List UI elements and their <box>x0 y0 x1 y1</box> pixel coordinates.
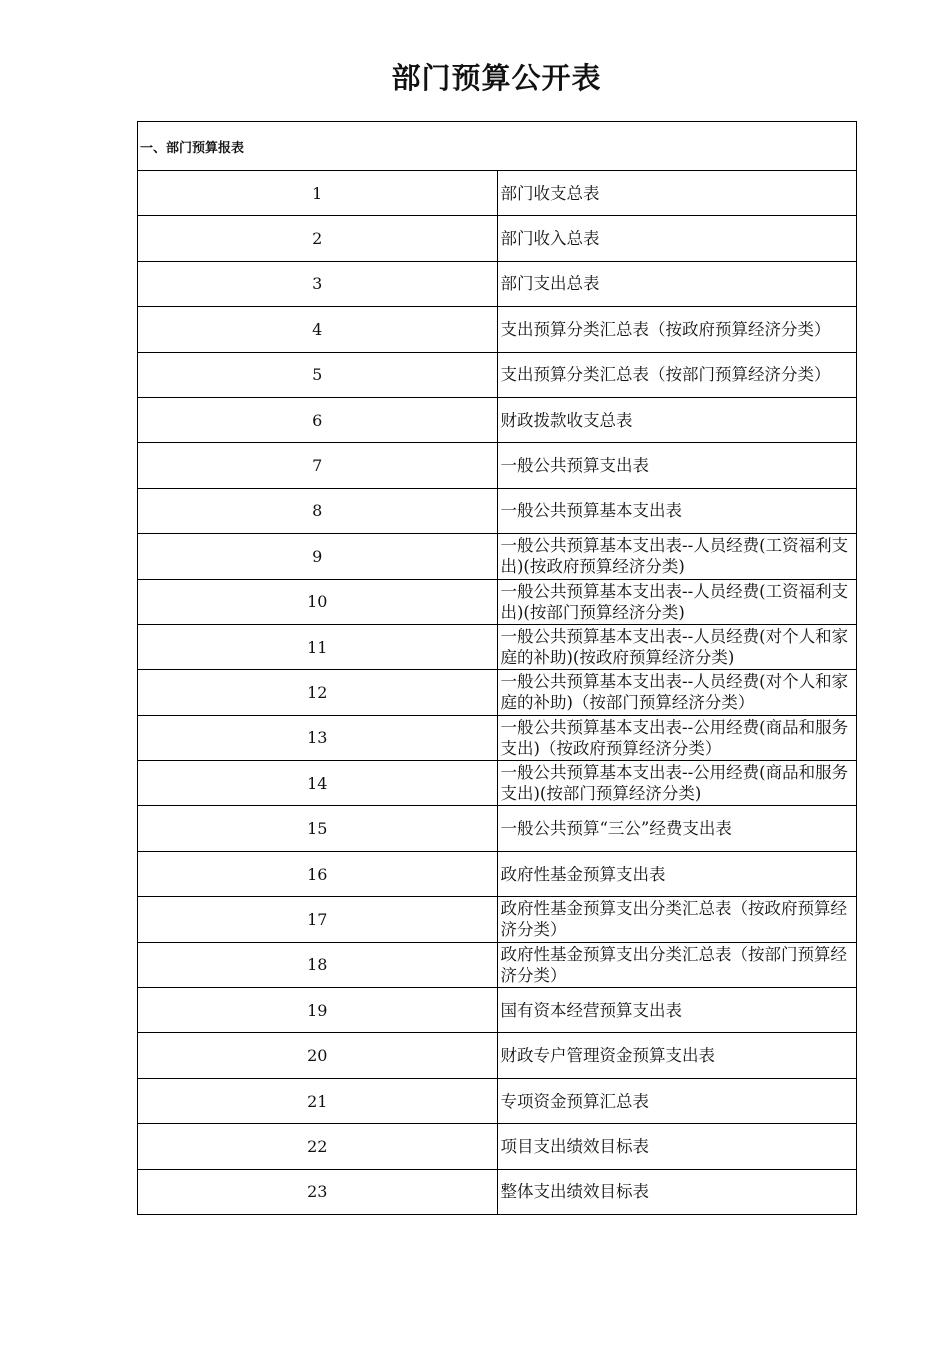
table-name: 部门支出总表 <box>497 261 857 306</box>
table-row <box>138 1078 857 1123</box>
table-row <box>138 988 857 1033</box>
table-row <box>138 579 857 624</box>
section-heading: 一、部门预算报表 <box>138 122 857 171</box>
page-title: 部门预算公开表 <box>391 61 602 95</box>
table-name: 整体支出绩效目标表 <box>497 1169 857 1214</box>
table-row <box>138 1033 857 1078</box>
row-number: 3 <box>138 261 498 306</box>
table-name: 一般公共预算支出表 <box>497 443 857 488</box>
section-row <box>138 122 857 171</box>
table-name: 财政专户管理资金预算支出表 <box>497 1033 857 1078</box>
table-row <box>138 443 857 488</box>
row-number: 14 <box>138 761 498 806</box>
table-name: 支出预算分类汇总表（按部门预算经济分类） <box>497 352 857 397</box>
row-number: 9 <box>138 534 498 579</box>
table-row <box>138 352 857 397</box>
table-name: 部门收入总表 <box>497 216 857 261</box>
budget-table-index <box>137 121 857 1215</box>
row-number: 20 <box>138 1033 498 1078</box>
row-number: 5 <box>138 352 498 397</box>
row-number: 6 <box>138 397 498 442</box>
table-row <box>138 534 857 579</box>
table-name: 专项资金预算汇总表 <box>497 1078 857 1123</box>
table-name: 政府性基金预算支出分类汇总表（按政府预算经济分类） <box>497 897 857 942</box>
table-name: 一般公共预算基本支出表--人员经费(工资福利支出)(按政府预算经济分类) <box>497 534 857 579</box>
table-row <box>138 624 857 669</box>
table-name: 一般公共预算基本支出表--公用经费(商品和服务支出)（按政府预算经济分类） <box>497 715 857 760</box>
table-row <box>138 942 857 987</box>
table-row <box>138 851 857 896</box>
row-number: 11 <box>138 624 498 669</box>
table-name: 一般公共预算基本支出表--人员经费(对个人和家庭的补助)(按政府预算经济分类) <box>497 624 857 669</box>
row-number: 15 <box>138 806 498 851</box>
table-name: 财政拨款收支总表 <box>497 397 857 442</box>
table-row <box>138 1124 857 1169</box>
table-row <box>138 715 857 760</box>
row-number: 21 <box>138 1078 498 1123</box>
table-row <box>138 261 857 306</box>
row-number: 17 <box>138 897 498 942</box>
table-name: 一般公共预算基本支出表--人员经费(对个人和家庭的补助)（按部门预算经济分类） <box>497 670 857 715</box>
table-name: 政府性基金预算支出分类汇总表（按部门预算经济分类） <box>497 942 857 987</box>
row-number: 8 <box>138 488 498 533</box>
table-name: 一般公共预算基本支出表 <box>497 488 857 533</box>
table-row <box>138 1169 857 1214</box>
table-name: 政府性基金预算支出表 <box>497 851 857 896</box>
row-number: 2 <box>138 216 498 261</box>
table-name: 国有资本经营预算支出表 <box>497 988 857 1033</box>
table-row <box>138 761 857 806</box>
table-name: 支出预算分类汇总表（按政府预算经济分类） <box>497 307 857 352</box>
table-row <box>138 670 857 715</box>
table-row <box>138 216 857 261</box>
table-name: 一般公共预算“三公”经费支出表 <box>497 806 857 851</box>
table-row <box>138 897 857 942</box>
table-name: 部门收支总表 <box>497 171 857 216</box>
row-number: 13 <box>138 715 498 760</box>
table-row <box>138 806 857 851</box>
row-number: 12 <box>138 670 498 715</box>
table-name: 项目支出绩效目标表 <box>497 1124 857 1169</box>
row-number: 10 <box>138 579 498 624</box>
row-number: 7 <box>138 443 498 488</box>
row-number: 4 <box>138 307 498 352</box>
row-number: 19 <box>138 988 498 1033</box>
table-row <box>138 488 857 533</box>
row-number: 18 <box>138 942 498 987</box>
row-number: 16 <box>138 851 498 896</box>
table-name: 一般公共预算基本支出表--公用经费(商品和服务支出)(按部门预算经济分类) <box>497 761 857 806</box>
table-row <box>138 171 857 216</box>
row-number: 1 <box>138 171 498 216</box>
table-row <box>138 307 857 352</box>
table-row <box>138 397 857 442</box>
table-body <box>138 122 857 1215</box>
table-name: 一般公共预算基本支出表--人员经费(工资福利支出)(按部门预算经济分类) <box>497 579 857 624</box>
row-number: 22 <box>138 1124 498 1169</box>
row-number: 23 <box>138 1169 498 1214</box>
